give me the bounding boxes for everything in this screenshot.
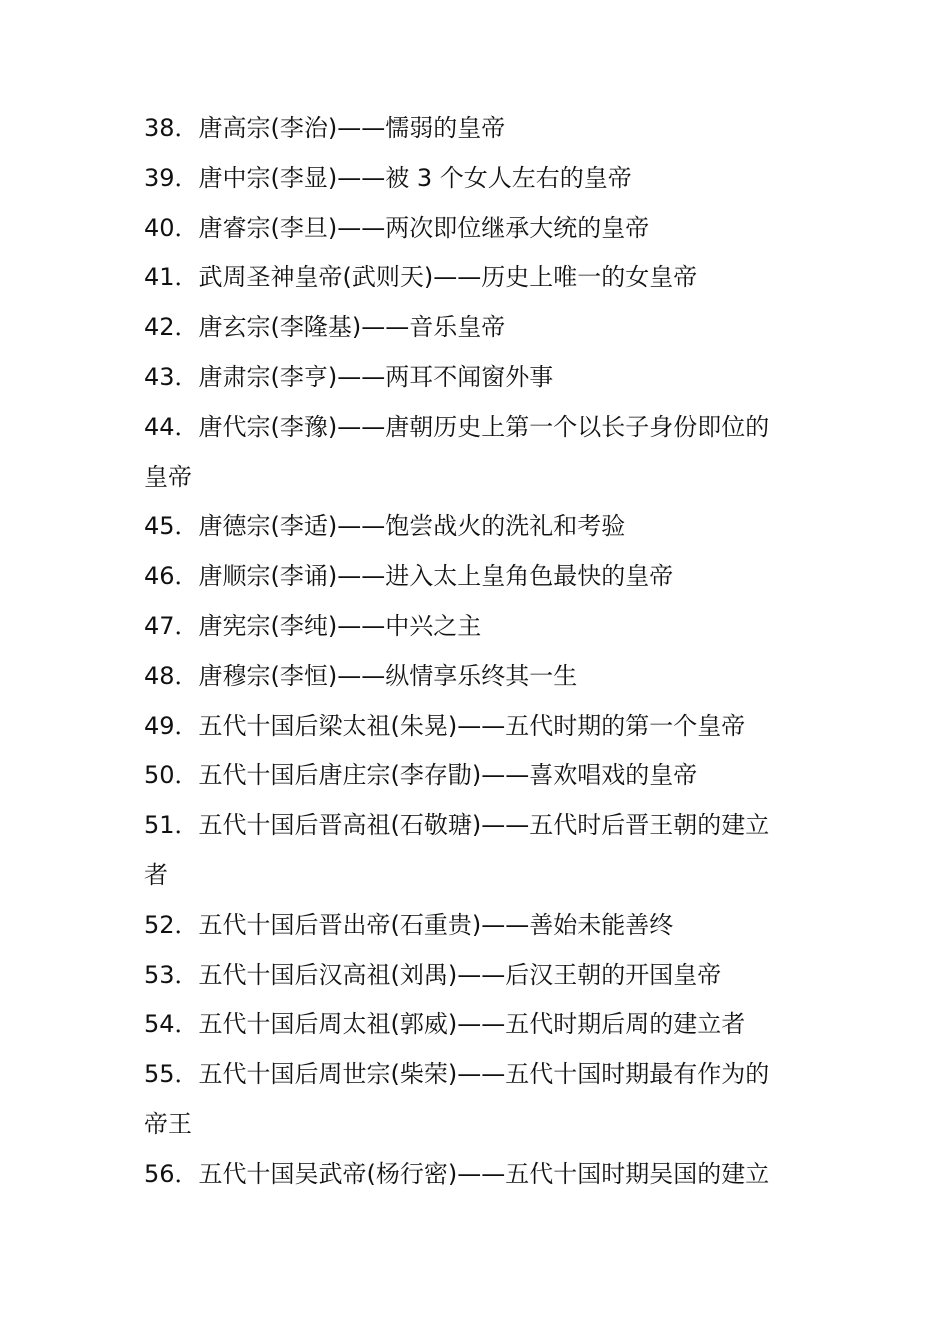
- text-line-continuation: 者: [144, 860, 168, 889]
- text-line: 49．五代十国后梁太祖(朱晃)——五代时期的第一个皇帝: [144, 711, 746, 740]
- text-line: 39．唐中宗(李显)——被 3 个女人左右的皇帝: [144, 163, 632, 192]
- text-line: 56．五代十国吴武帝(杨行密)——五代十国时期吴国的建立: [144, 1159, 770, 1188]
- text-line: 42．唐玄宗(李隆基)——音乐皇帝: [144, 313, 506, 342]
- text-line: 45．唐德宗(李适)——饱尝战火的洗礼和考验: [144, 512, 626, 541]
- text-line: 51．五代十国后晋高祖(石敬瑭)——五代时后晋王朝的建立: [144, 811, 770, 840]
- text-line: 38．唐高宗(李治)——懦弱的皇帝: [144, 114, 506, 142]
- text-line: 40．唐睿宗(李旦)——两次即位继承大统的皇帝: [144, 213, 650, 242]
- text-line: 50．五代十国后唐庄宗(李存勖)——喜欢唱戏的皇帝: [144, 761, 698, 790]
- text-line-continuation: 皇帝: [144, 462, 192, 491]
- text-line: 41．武周圣神皇帝(武则天)——历史上唯一的女皇帝: [144, 263, 698, 292]
- text-line: 44．唐代宗(李豫)——唐朝历史上第一个以长子身份即位的: [144, 412, 770, 441]
- text-line: 55．五代十国后周世宗(柴荣)——五代十国时期最有作为的: [144, 1060, 770, 1089]
- text-line: 43．唐肃宗(李亨)——两耳不闻窗外事: [144, 362, 554, 391]
- document-page: [144, 104, 816, 1200]
- text-line: 47．唐宪宗(李纯)——中兴之主: [144, 611, 482, 640]
- text-line: 48．唐穆宗(李恒)——纵情享乐终其一生: [144, 661, 578, 690]
- text-line: 52．五代十国后晋出帝(石重贵)——善始未能善终: [144, 910, 674, 939]
- text-line-continuation: 帝王: [144, 1109, 192, 1138]
- text-line: 54．五代十国后周太祖(郭威)——五代时期后周的建立者: [144, 1010, 746, 1039]
- text-line: 46．唐顺宗(李诵)——进入太上皇角色最快的皇帝: [144, 562, 674, 591]
- text-line: 53．五代十国后汉高祖(刘禺)——后汉王朝的开国皇帝: [144, 960, 722, 989]
